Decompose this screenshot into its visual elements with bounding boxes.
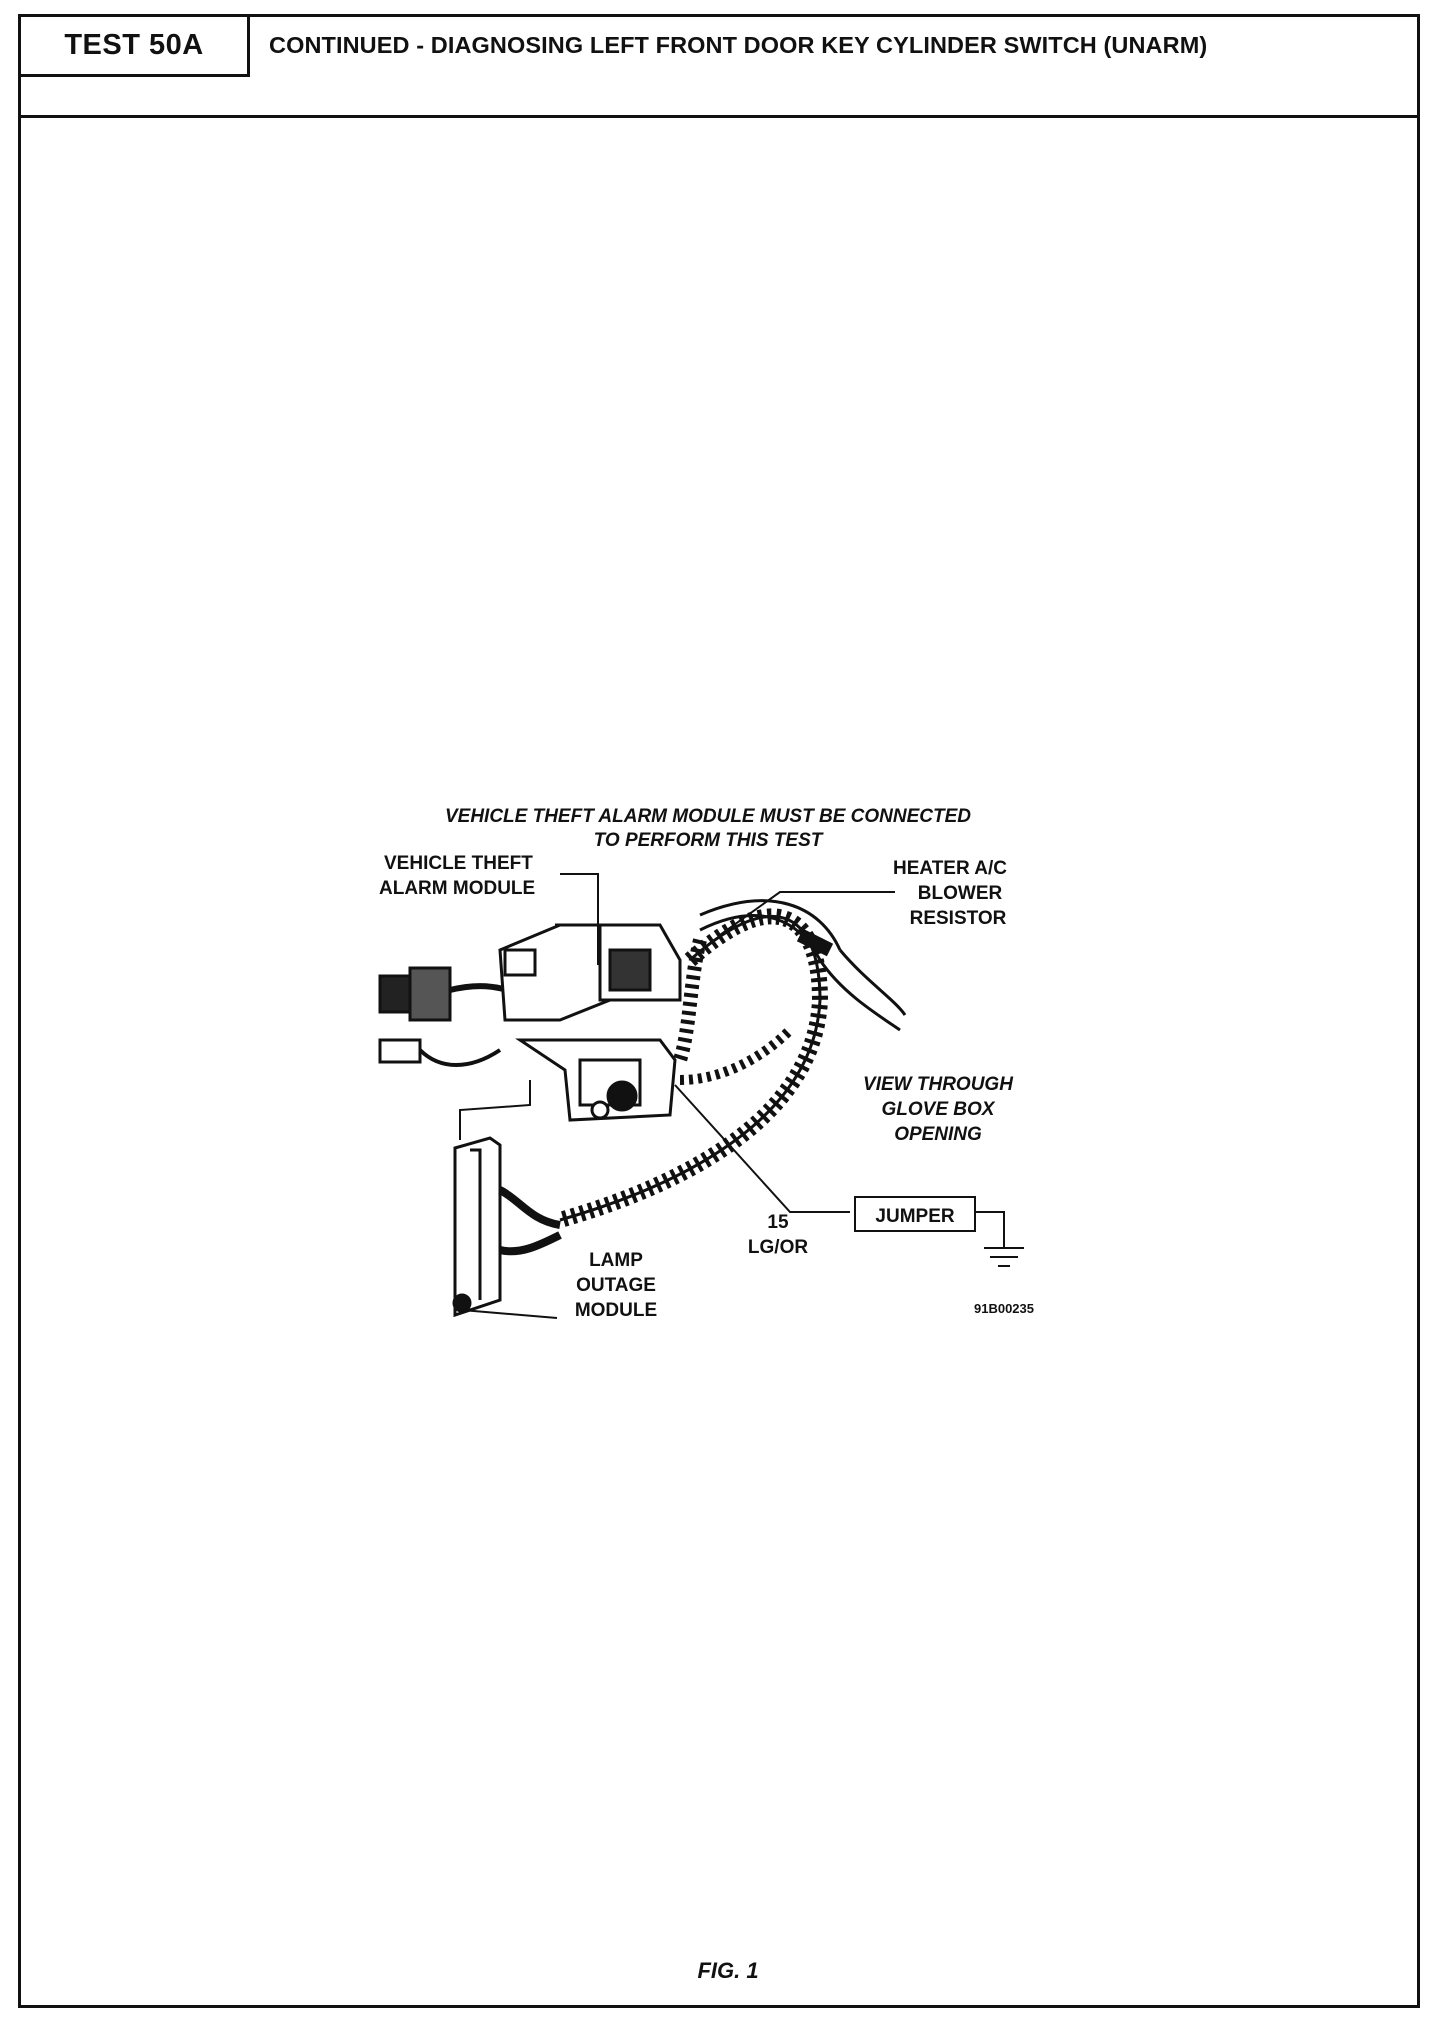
wire-number-label: 15 xyxy=(767,1212,789,1233)
test-number: TEST 50A xyxy=(21,17,250,77)
label-view-line-3: OPENING xyxy=(894,1124,982,1145)
label-lamp-line-1: LAMP xyxy=(589,1250,643,1271)
label-heater-line-1: HEATER A/C xyxy=(893,858,1007,879)
label-view-line-1: VIEW THROUGH xyxy=(863,1074,1013,1095)
label-lamp-line-2: OUTAGE xyxy=(576,1275,656,1296)
page-title: CONTINUED - DIAGNOSING LEFT FRONT DOOR KEY CYLINDER SWITCH (UNARM) xyxy=(269,32,1208,58)
note-line-1: VEHICLE THEFT ALARM MODULE MUST BE CONNECTED xyxy=(444,806,972,827)
jumper-label: JUMPER xyxy=(875,1206,955,1227)
label-view-line-2: GLOVE BOX xyxy=(881,1099,995,1120)
label-heater-line-2: BLOWER xyxy=(917,883,1003,904)
note-line-2: TO PERFORM THIS TEST xyxy=(593,830,823,851)
wire-color-label: LG/OR xyxy=(747,1237,809,1258)
label-lamp-line-3: MODULE xyxy=(574,1300,658,1321)
ground-symbol xyxy=(975,1212,1024,1266)
label-vtam-line-1: VEHICLE THEFT xyxy=(384,853,533,874)
label-vtam-line-2: ALARM MODULE xyxy=(379,878,536,899)
figure-code: 91B00235 xyxy=(974,1301,1034,1316)
label-heater-line-3: RESISTOR xyxy=(909,908,1007,929)
figure-caption: FIG. 1 xyxy=(697,1958,759,1983)
lamp-leader-line xyxy=(462,1310,557,1318)
wire-15-leader-line xyxy=(675,1085,850,1212)
